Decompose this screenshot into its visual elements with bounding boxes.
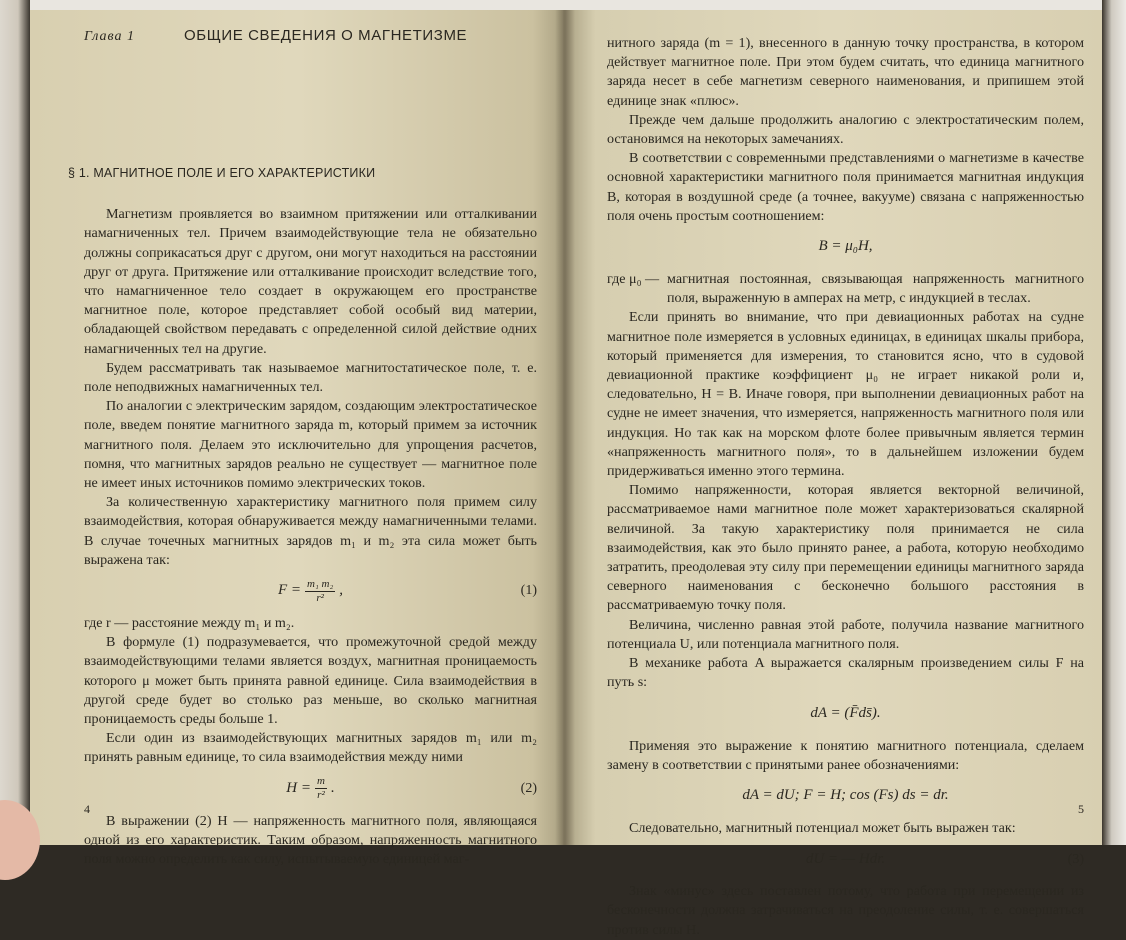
formula-b xyxy=(607,230,1084,264)
paragraph: Будем рассматривать так называемое магнитостатическое поле, т. е. поле неподвижных намагниченных тел. xyxy=(84,359,537,396)
paragraph: За количественную характеристику магнитного поля примем силу взаимодействия, которая обнаруживается между намагниченными телами. В случае точечных магнитных зарядов m₁ и m₂ эта сила может быть выражена так: xyxy=(84,494,537,568)
denominator: r² xyxy=(316,591,324,604)
formula-lhs: F = xyxy=(277,582,301,599)
numerator: m xyxy=(317,775,325,788)
paragraph: В соответствии с современными представлениями о магнетизме в качестве основной характеристики магнитного поля принимается магнитная индукция B, которая в воздушной среде (а точнее, вакууме) связана с напряженностью поля очень простым соотношением: xyxy=(607,150,1084,224)
page-number: 5 xyxy=(1078,801,1084,816)
paragraph: Если один из взаимодействующих магнитных зарядов m₁ или m₂ принять равным единице, то сила взаимодействия между ними xyxy=(84,730,537,766)
formula-1 xyxy=(84,574,537,608)
paragraph: В формуле (1) подразумевается, что промежуточной средой между взаимодействующими телами является воздух, магнитная проницаемость которого μ может быть принята равной единице. Сила взаимодействия в другой среде будет во столько раз меньше, во сколько магнитная проницаемость среды больше 1. xyxy=(84,634,537,728)
formula-text: dA = dU; F = H; cos (Fs) ds = dr. xyxy=(742,787,949,804)
paragraph: В механике работа A выражается скалярным произведением силы F на путь s: xyxy=(607,655,1084,691)
book-spine xyxy=(555,10,575,845)
denominator: r² xyxy=(317,789,325,802)
background-left xyxy=(0,0,30,845)
formula-substitution xyxy=(607,779,1084,813)
paragraph: где r — расстояние между m₁ и m₂. xyxy=(84,615,295,632)
paragraph: В выражении (2) H — напряженность магнитного поля, являющаяся одной из его характеристик. Таким образом, напряженность магнитного поля можно определить как силу, испытываемую единицей маг- xyxy=(84,812,537,868)
equation-number: (3) xyxy=(1067,851,1084,867)
paragraph: Применяя это выражение к понятию магнитного потенциала, сделаем замену в соответствии с принятыми ранее обозначениями: xyxy=(607,737,1084,773)
formula-text: dA = (F̄ds̄). xyxy=(810,704,881,721)
formula-tail: . xyxy=(330,780,335,797)
paragraph: Магнетизм проявляется во взаимном притяжении или отталкивании намагниченных тел. Причем взаимодействующие тела не обязательно должны соприкасаться друг с другом, они могут находиться на расстоянии друг от друга. Притяжение или отталкивание происходит вследствие того, что намагниченное тело создает в окружающем его пространстве магнитное поле, которое представляет собой особый вид материи, обладающей свойством передавать с определенной силой действие одних намагниченных тел на другие. xyxy=(84,206,537,357)
paragraph: По аналогии с электрическим зарядом, создающим электростатическое поле, введем понятие магнитного заряда m, который примем за источник магнитного поля. Делаем это исключительно для упрощения расчетов, помня, что магнитных зарядов реально не существует — магнитное поле не имеет иных источников помимо электрических токов. xyxy=(84,398,537,492)
formula-tail: , xyxy=(339,582,344,599)
right-page xyxy=(563,10,1102,938)
running-head xyxy=(84,26,537,56)
chapter-label: Глава 1 xyxy=(84,29,135,44)
left-page xyxy=(30,10,565,868)
paragraph: Следовательно, магнитный потенциал может быть выражен так: xyxy=(629,819,1016,836)
formula-lhs: H = xyxy=(286,780,311,797)
formula-text: dU = — Hdr. xyxy=(805,850,886,867)
paragraph: Если принять во внимание, что при девиационных работах на судне магнитное поле измеряется в условных единицах, в единицах шкалы прибора, который применяется для измерения, то становится ясно, что в судовой девиационной практике коэффициент μ₀ не играет никакой роли и, следовательно, H = B. Иначе говоря, при выполнении девиационных работ на судне не имеет значения, что измеряется, напряженность магнитного поля или индукция. Но так как на морском флоте более привычным является термин «напряженность магнитного поля», то в дальнейшем изложении будем придерживаться именно этого термина. xyxy=(607,309,1084,480)
paragraph: нитного заряда (m = 1), внесенного в данную точку пространства, в котором действует магнитное поле. При этом будем считать, что единица магнитного заряда несет в себе магнетизм северного наименования, и припишем этой единице знак «плюс». xyxy=(607,35,1084,109)
definition-term: где μ₀ — xyxy=(607,271,660,288)
page-number: 4 xyxy=(84,801,90,816)
background-right xyxy=(1102,0,1126,845)
formula-work xyxy=(607,697,1084,731)
paragraph: Знак «минус» здесь поставлен потому, что работа при перемещении из бесконечности должна затрачиваться на преодоление силы, т. е. совершаться против силы H. xyxy=(607,883,1084,938)
paragraph: Величина, численно равная этой работе, получила название магнитного потенциала U, или потенциала магнитного поля. xyxy=(607,616,1084,652)
section-heading: § 1. МАГНИТНОЕ ПОЛЕ И ЕГО ХАРАКТЕРИСТИКИ xyxy=(68,166,376,180)
equation-number: (2) xyxy=(520,781,537,797)
fraction xyxy=(305,578,335,605)
formula-3 xyxy=(607,842,1084,876)
equation-number: (1) xyxy=(520,583,537,599)
definition-text: магнитная постоянная, связывающая напряженность магнитного поля, выраженную в амперах на метр, с индукцией в теслах. xyxy=(667,271,1084,307)
paragraph: Помимо напряженности, которая является векторной величиной, рассматриваемое нами магнитное поле может характеризоваться скалярной величиной. За такую характеристику поля принимается не сила взаимодействия, как это было принято ранее, а работа, которую необходимо затратить, преодолевая эту силу при перемещении единицы магнитного заряда северного наименования с бесконечно большого расстояния в рассматриваемую точку поля. xyxy=(607,482,1084,614)
running-title: ОБЩИЕ СВЕДЕНИЯ О МАГНЕТИЗМЕ xyxy=(184,27,468,44)
formula-text: B = μ₀H, xyxy=(818,238,873,255)
definition xyxy=(607,270,1084,308)
paragraph: Прежде чем дальше продолжить аналогию с электростатическим полем, остановимся на некоторых замечаниях. xyxy=(607,111,1084,148)
numerator: m₁ m₂ xyxy=(307,577,334,590)
fraction xyxy=(315,775,327,802)
formula-2 xyxy=(84,772,537,806)
